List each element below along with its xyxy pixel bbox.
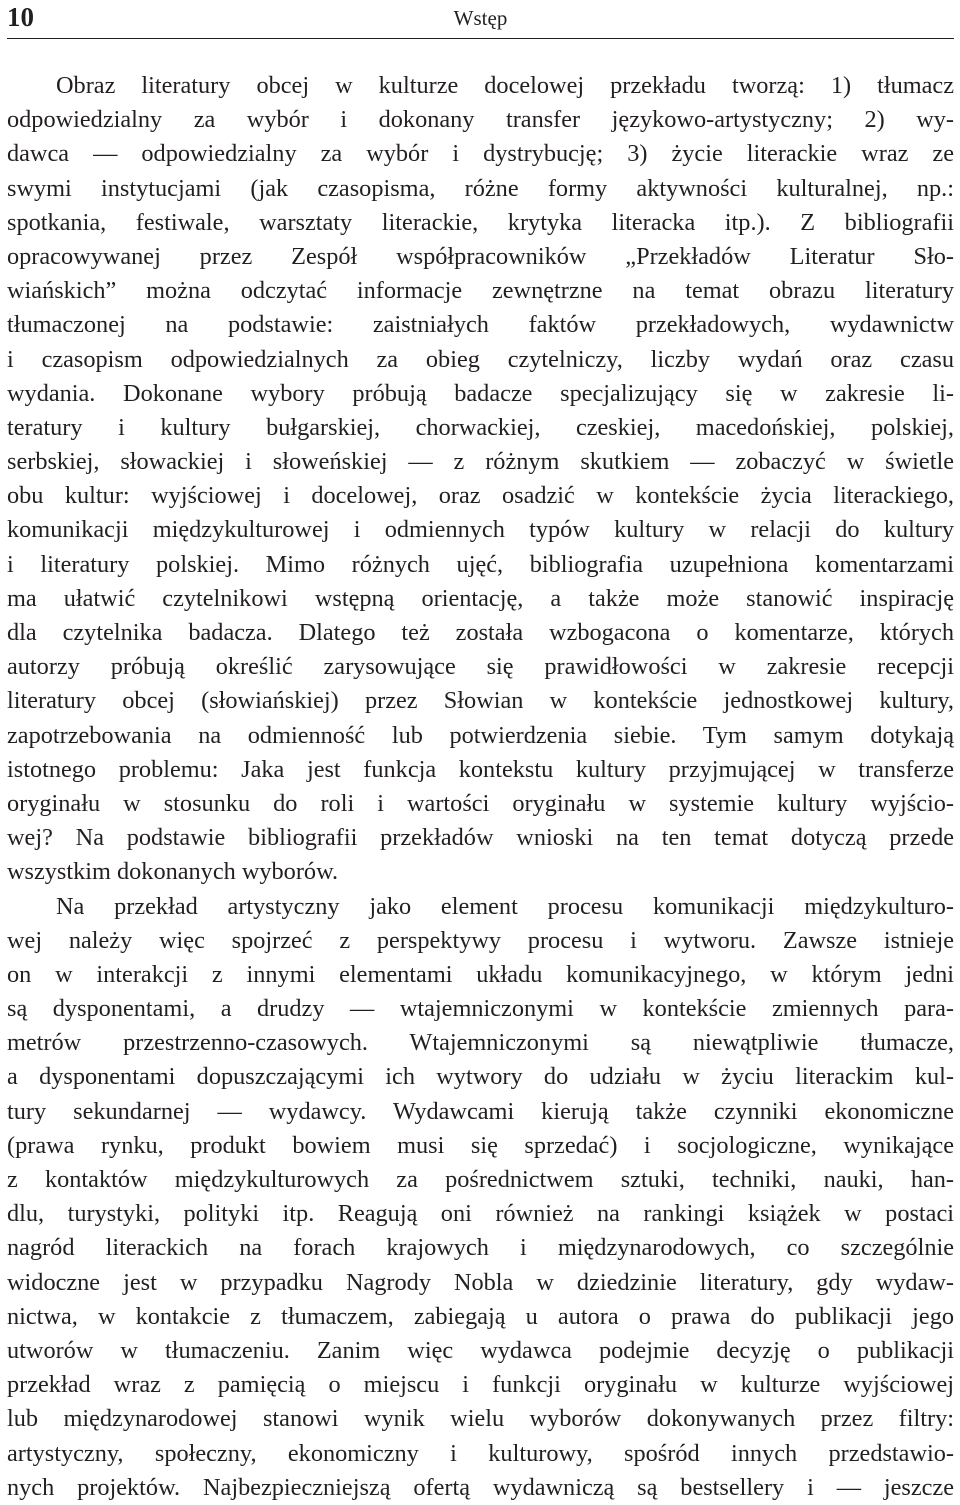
text-line: są dysponentami, a drudzy — wtajemniczonymi w kontekście zmiennych para- bbox=[7, 995, 954, 1023]
text-line: wszystkim dokonanych wyborów. bbox=[7, 858, 339, 886]
running-head: Wstęp bbox=[453, 6, 508, 30]
text-line: dlu, turystyki, polityki itp. Reagują oni również na rankingi książek w postaci bbox=[7, 1200, 954, 1228]
text-line: wej należy więc spojrzeć z perspektywy procesu i wytworu. Zawsze istnieje bbox=[7, 926, 954, 954]
text-line: nictwa, w kontakcie z tłumaczem, zabiegają u autora o prawa do publikacji jego bbox=[7, 1302, 954, 1330]
text-line: nagród literackich na forach krajowych i międzynarodowych, co szczególnie bbox=[7, 1234, 954, 1262]
text-line: widoczne jest w przypadku Nagrody Nobla w dziedzinie literatury, gdy wydaw- bbox=[7, 1268, 954, 1296]
text-line: komunikacji międzykulturowej i odmiennych typów kultury w relacji do kultury bbox=[7, 516, 954, 544]
text-line: lub międzynarodowej stanowi wynik wielu wyborów dokonywanych przez filtry: bbox=[7, 1405, 954, 1433]
body-text bbox=[7, 69, 954, 1505]
text-line: przekład wraz z pamięcią o miejscu i funkcji oryginału w kulturze wyjściowej bbox=[7, 1371, 954, 1399]
text-line: obu kultur: wyjściowej i docelowej, oraz osadzić w kontekście życia literackiego, bbox=[7, 482, 954, 510]
page-header bbox=[7, 0, 954, 39]
text-line: i literatury polskiej. Mimo różnych ujęć, bibliografia uzupełniona komentarzami bbox=[7, 550, 954, 578]
text-line: tłumaczonej na podstawie: zaistniałych faktów przekładowych, wydawnictw bbox=[7, 311, 954, 339]
text-line: on w interakcji z innymi elementami układu komunikacyjnego, w którym jedni bbox=[7, 960, 954, 988]
text-line: z kontaktów międzykulturowych za pośrednictwem sztuki, techniki, nauki, han- bbox=[7, 1166, 954, 1193]
text-line: odpowiedzialny za wybór i dokonany transfer językowo-artystyczny; 2) wy- bbox=[7, 106, 954, 134]
text-line: swymi instytucjami (jak czasopisma, różne formy aktywności kulturalnej, np.: bbox=[7, 174, 954, 202]
text-line: autorzy próbują określić zarysowujące się prawidłowości w zakresie recepcji bbox=[7, 653, 954, 681]
text-line: (prawa rynku, produkt bowiem musi się sprzedać) i socjologiczne, wynikające bbox=[7, 1131, 954, 1159]
text-line: nych projektów. Najbezpieczniejszą ofertą wydawniczą są bestsellery i — jeszcze bbox=[7, 1473, 954, 1501]
text-line: a dysponentami dopuszczającymi ich wytwory do udziału w życiu literackim kul- bbox=[7, 1063, 954, 1091]
text-line: wydania. Dokonane wybory próbują badacze specjalizujący się w zakresie li- bbox=[7, 379, 954, 407]
text-line: dawca — odpowiedzialny za wybór i dystrybucję; 3) życie literackie wraz ze bbox=[7, 140, 954, 168]
text-line: literatury obcej (słowiańskiej) przez Słowian w kontekście jednostkowej kultury, bbox=[7, 687, 954, 715]
text-line: istotnego problemu: Jaka jest funkcja kontekstu kultury przyjmującej w transferze bbox=[7, 755, 954, 783]
text-line: artystyczny, społeczny, ekonomiczny i kulturowy, spośród innych przedstawio- bbox=[7, 1439, 954, 1467]
text-line: oryginału w stosunku do roli i wartości oryginału w systemie kultury wyjścio- bbox=[7, 789, 954, 817]
text-line: zapotrzebowania na odmienność lub potwierdzenia siebie. Tym samym dotykają bbox=[7, 721, 954, 749]
text-line: dla czytelnika badacza. Dlatego też została wzbogacona o komentarze, których bbox=[7, 619, 954, 646]
text-line: i czasopism odpowiedzialnych za obieg czytelniczy, liczby wydań oraz czasu bbox=[7, 345, 954, 373]
text-line: Na przekład artystyczny jako element procesu komunikacji międzykulturo- bbox=[56, 892, 954, 920]
text-line: metrów przestrzenno-czasowych. Wtajemniczonymi są niewątpliwie tłumacze, bbox=[7, 1029, 954, 1057]
page-number: 10 bbox=[7, 2, 34, 32]
text-line: spotkania, festiwale, warsztaty literackie, krytyka literacka itp.). Z bibliografii bbox=[7, 208, 954, 236]
text-line: teratury i kultury bułgarskiej, chorwackiej, czeskiej, macedońskiej, polskiej, bbox=[7, 413, 954, 441]
text-line: tury sekundarnej — wydawcy. Wydawcami kierują także czynniki ekonomiczne bbox=[7, 1097, 954, 1125]
text-line: wej? Na podstawie bibliografii przekładów wnioski na ten temat dotyczą przede bbox=[7, 824, 954, 852]
text-line: opracowywanej przez Zespół współpracowników „Przekładów Literatur Sło- bbox=[7, 242, 954, 270]
text-line: wiańskich” można odczytać informacje zewnętrzne na temat obrazu literatury bbox=[7, 277, 954, 305]
text-line: Obraz literatury obcej w kulturze docelowej przekładu tworzą: 1) tłumacz bbox=[56, 72, 954, 99]
text-line: serbskiej, słowackiej i słoweńskiej — z różnym skutkiem — zobaczyć w świetle bbox=[7, 448, 954, 476]
text-line: utworów w tłumaczeniu. Zanim więc wydawca podejmie decyzję o publikacji bbox=[7, 1336, 954, 1364]
text-line: ma ułatwić czytelnikowi wstępną orientację, a także może stanowić inspirację bbox=[7, 584, 954, 612]
